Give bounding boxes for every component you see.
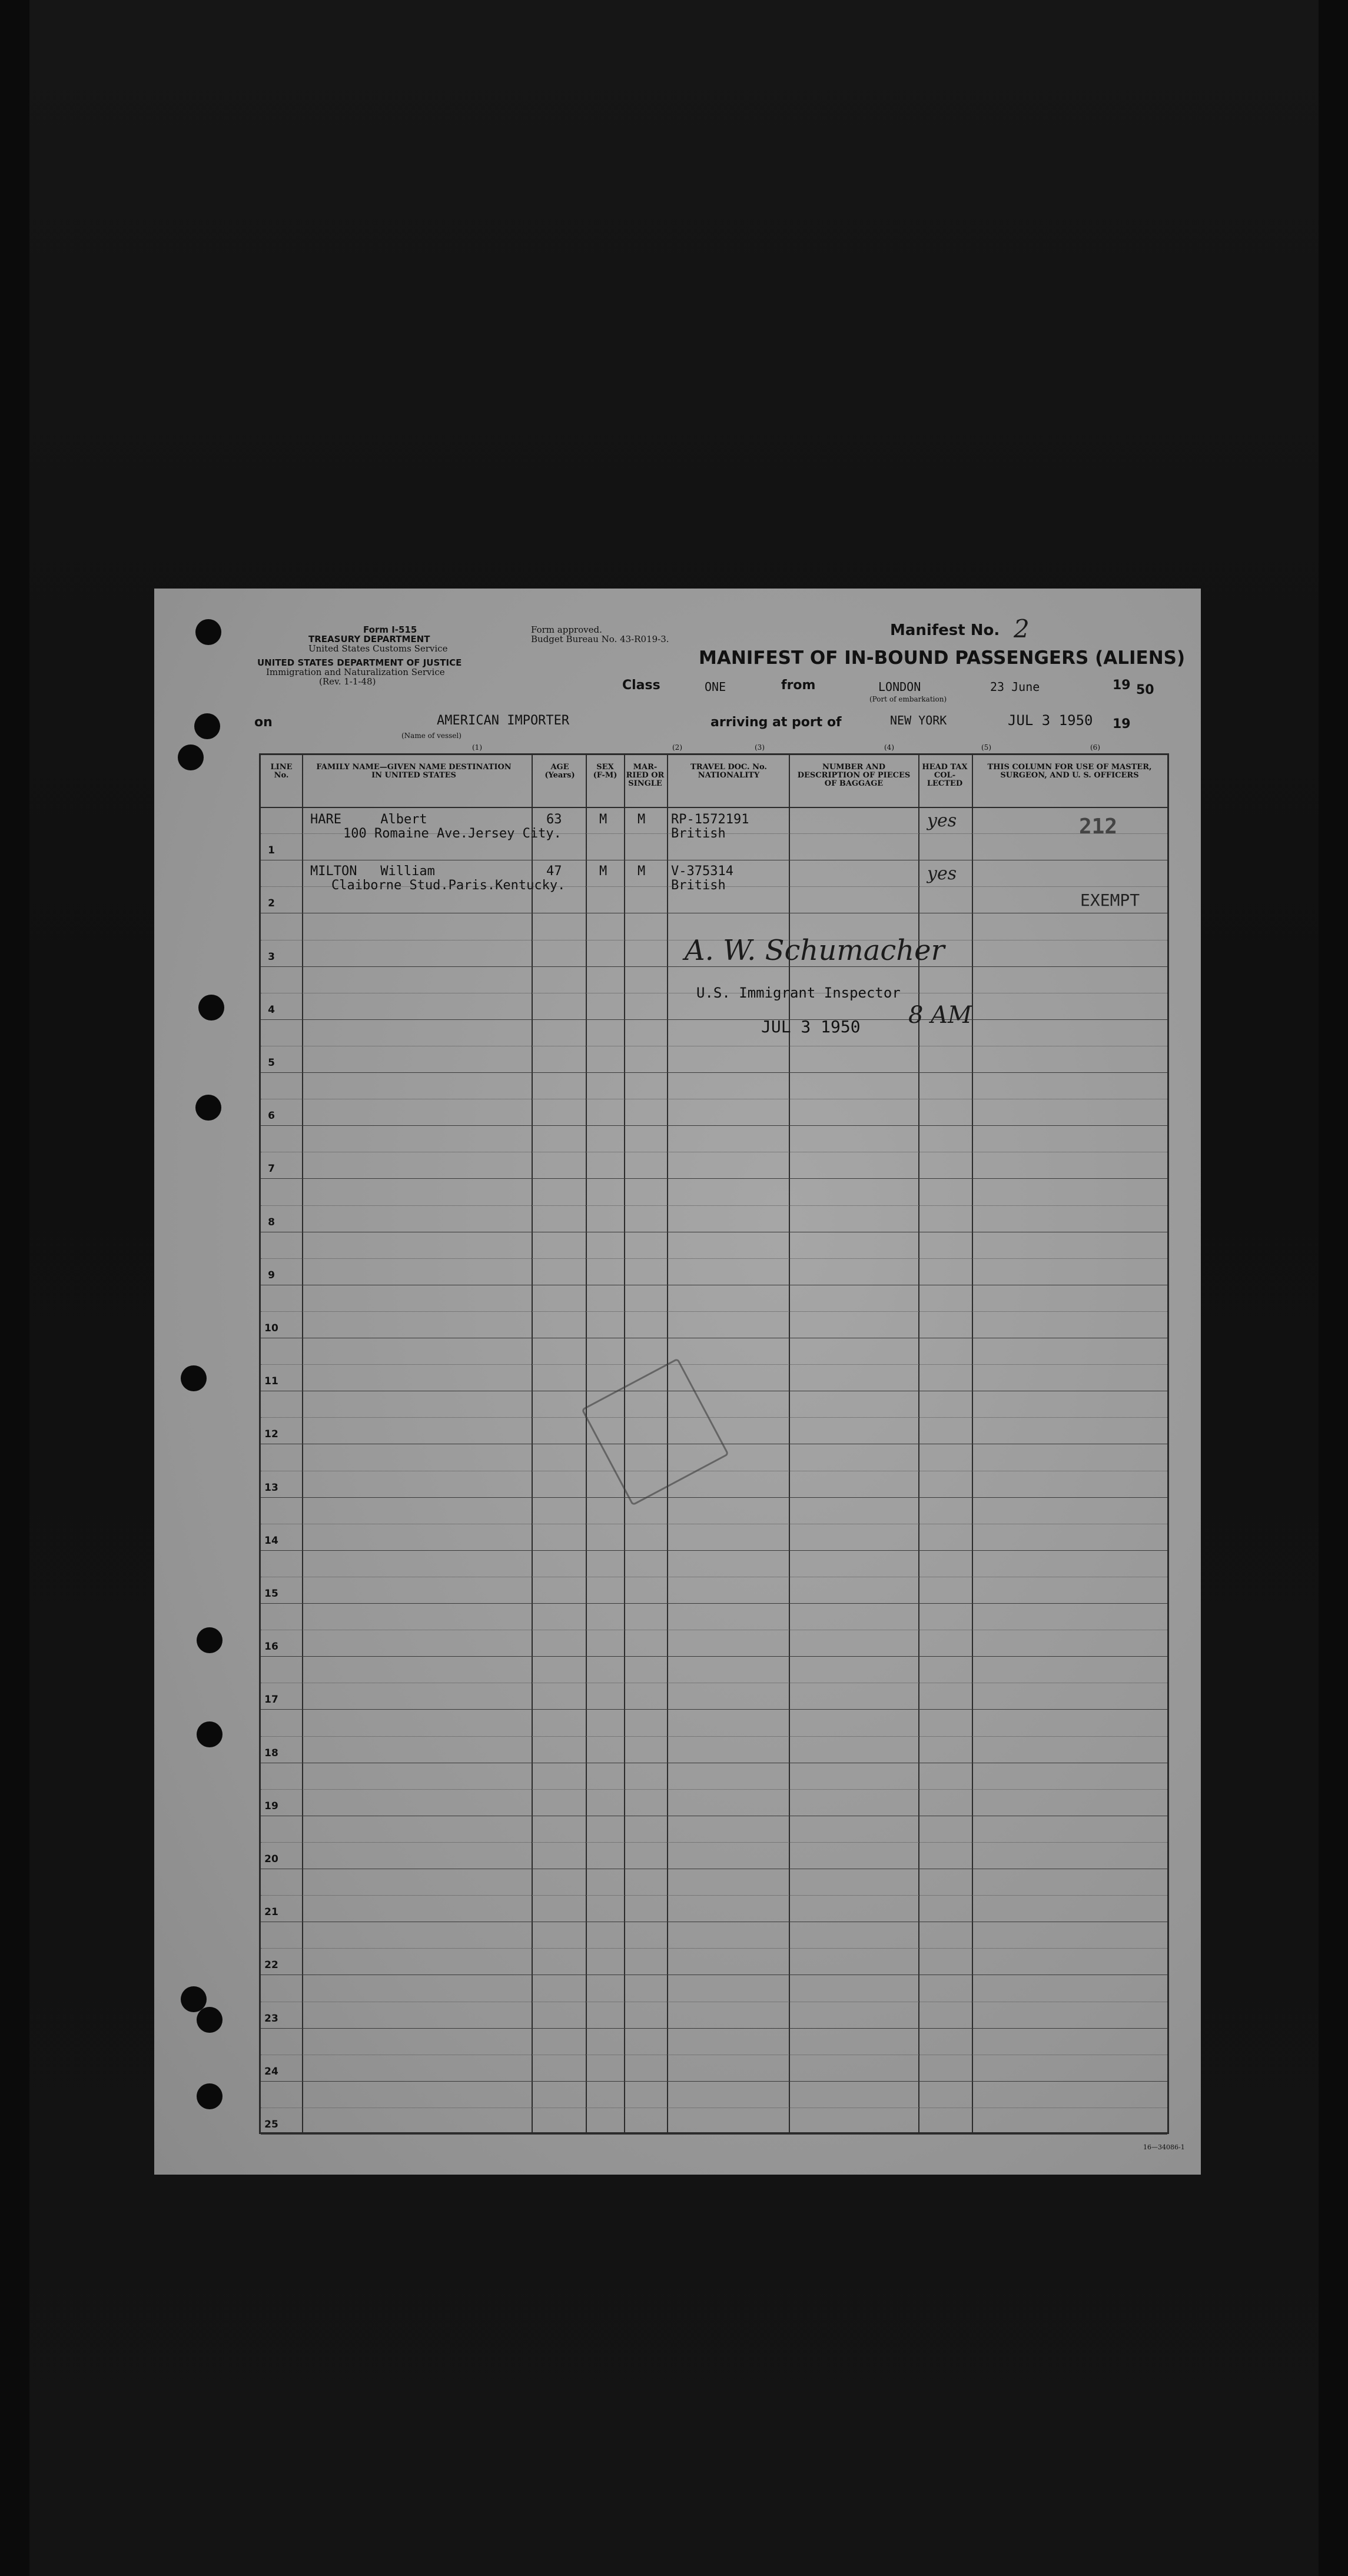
header-divider — [261, 807, 1167, 808]
row-rule — [261, 1656, 1167, 1657]
arriving-label: arriving at port of — [710, 715, 842, 730]
treasury-dept: TREASURY DEPARTMENT — [308, 634, 430, 644]
line-number: 2 — [268, 898, 275, 910]
justice-dept: UNITED STATES DEPARTMENT OF JUSTICE — [257, 657, 462, 668]
column-number: (3) — [755, 743, 765, 752]
manifest-page — [154, 589, 1201, 2175]
inspector-signature: A. W. Schumacher — [685, 934, 945, 967]
row-rule — [261, 1125, 1167, 1126]
punch-hole — [194, 713, 220, 739]
passenger-destination: Claiborne Stud.Paris.Kentucky. — [331, 878, 566, 893]
row-rule — [261, 1497, 1167, 1498]
line-number: 21 — [264, 1906, 278, 1919]
row-rule — [261, 1019, 1167, 1020]
line-number: 8 — [268, 1216, 275, 1228]
punch-hole — [197, 2083, 223, 2109]
year-value: 50 — [1136, 683, 1154, 697]
punch-hole — [181, 1365, 207, 1391]
row-subrule — [261, 1895, 1167, 1896]
line-number: 9 — [268, 1269, 275, 1281]
inspection-time: 8 AM — [908, 1002, 972, 1029]
punch-hole — [197, 1721, 223, 1747]
col-travel: TRAVEL DOC. No. NATIONALITY — [690, 763, 767, 780]
manifest-label: Manifest No. — [890, 621, 1000, 639]
line-number: 11 — [264, 1375, 278, 1388]
line-number: 14 — [264, 1534, 278, 1547]
row-subrule — [261, 1311, 1167, 1312]
punch-hole — [198, 995, 224, 1021]
row-rule — [261, 1072, 1167, 1073]
inspector-title: U.S. Immigrant Inspector — [696, 985, 901, 1001]
passenger-destination: 100 Romaine Ave.Jersey City. — [343, 826, 562, 841]
form-approved: Form approved. — [531, 624, 602, 635]
row-subrule — [261, 1789, 1167, 1790]
row-subrule — [261, 1258, 1167, 1259]
row-rule — [261, 1178, 1167, 1179]
travel-doc: RP-1572191 — [671, 812, 749, 827]
line-number: 16 — [264, 1641, 278, 1653]
travel-doc: V-375314 — [671, 864, 733, 879]
budget-bureau: Budget Bureau No. 43-R019-3. — [531, 634, 669, 644]
passenger-married: M — [638, 864, 646, 879]
row-subrule — [261, 1948, 1167, 1949]
line-number: 15 — [264, 1588, 278, 1600]
col-line: LINE No. — [270, 763, 293, 780]
class-value: ONE — [705, 680, 726, 694]
row-subrule — [261, 1417, 1167, 1418]
manifest-title: MANIFEST OF IN-BOUND PASSENGERS (ALIENS) — [699, 647, 1186, 669]
col-headtax: HEAD TAX COL-LECTED — [922, 763, 968, 788]
passenger-name: HARE Albert — [310, 812, 427, 827]
line-number: 4 — [268, 1003, 275, 1016]
officer-note: EXEMPT — [1080, 890, 1140, 910]
column-number: (1) — [472, 743, 482, 752]
col-age: AGE (Years) — [544, 763, 575, 780]
row-subrule — [261, 1364, 1167, 1365]
line-number: 19 — [264, 1800, 278, 1812]
line-number: 13 — [264, 1481, 278, 1494]
passenger-name: MILTON William — [310, 864, 435, 879]
line-number: 20 — [264, 1853, 278, 1865]
line-number: 7 — [268, 1163, 275, 1175]
customs-service: United States Customs Service — [308, 643, 448, 654]
passenger-married: M — [638, 812, 646, 827]
officer-note: 212 — [1079, 815, 1118, 839]
line-number: 25 — [264, 2119, 278, 2130]
passenger-age: 47 — [546, 864, 562, 879]
from-value: LONDON — [878, 680, 921, 694]
line-number: 23 — [264, 2012, 278, 2025]
column-number: (6) — [1090, 743, 1100, 752]
col-name: FAMILY NAME—GIVEN NAME DESTINATION IN UNITED STATES — [316, 763, 512, 780]
nationality: British — [671, 826, 726, 841]
vessel-label: (Name of vessel) — [401, 732, 461, 740]
punch-hole — [195, 1095, 221, 1121]
col-officers: THIS COLUMN FOR USE OF MASTER, SURGEON, AND U. S. OFFICERS — [987, 763, 1152, 780]
row-rule — [261, 1709, 1167, 1710]
row-rule — [261, 2134, 1167, 2135]
row-rule — [261, 1603, 1167, 1604]
passenger-sex: M — [599, 864, 607, 879]
line-number: 24 — [264, 2065, 278, 2078]
line-number: 1 — [268, 845, 275, 857]
port-embarkation-label: (Port of embarkation) — [869, 695, 947, 703]
punch-hole — [195, 619, 221, 645]
line-number: 5 — [268, 1057, 275, 1069]
col-sex: SEX (F-M) — [593, 763, 617, 780]
line-number: 10 — [264, 1322, 278, 1334]
passenger-age: 63 — [546, 812, 562, 827]
head-tax: yes — [927, 810, 957, 831]
from-label: from — [781, 678, 816, 693]
class-label: Class — [622, 678, 660, 693]
line-number: 22 — [264, 1959, 278, 1972]
year-prefix: 19 — [1113, 678, 1131, 693]
line-number: 3 — [268, 950, 275, 963]
row-rule — [261, 2028, 1167, 2029]
head-tax: yes — [927, 863, 957, 884]
passenger-sex: M — [599, 812, 607, 827]
arrival-year-suffix: 19 — [1113, 717, 1131, 732]
column-number: (5) — [981, 743, 991, 752]
departure-date: 23 June — [990, 680, 1040, 694]
arrival-stamp-date: JUL 3 1950 — [1008, 712, 1093, 729]
column-number: (4) — [884, 743, 894, 752]
form-number: Form I-515 — [363, 624, 417, 635]
punch-hole — [197, 2007, 223, 2033]
nationality: British — [671, 878, 726, 893]
manifest-number: 2 — [1014, 614, 1030, 643]
col-baggage: NUMBER AND DESCRIPTION OF PIECES OF BAGGAGE — [797, 763, 911, 788]
line-number: 12 — [264, 1428, 278, 1441]
column-number: (2) — [672, 743, 682, 752]
row-rule — [261, 2081, 1167, 2082]
punch-hole — [197, 1627, 223, 1653]
on-label: on — [254, 715, 273, 730]
revision: (Rev. 1-1-48) — [319, 676, 376, 687]
vessel-name: AMERICAN IMPORTER — [437, 713, 570, 728]
row-rule — [261, 1550, 1167, 1551]
line-number: 6 — [268, 1110, 275, 1122]
inspection-date: JUL 3 1950 — [761, 1017, 861, 1036]
ins-service: Immigration and Naturalization Service — [266, 667, 445, 677]
row-subrule — [261, 1205, 1167, 1206]
line-number: 18 — [264, 1747, 278, 1759]
bottom-code: 16—34086-1 — [1143, 2143, 1185, 2151]
punch-hole — [178, 744, 204, 770]
row-subrule — [261, 1736, 1167, 1737]
row-subrule — [261, 1842, 1167, 1843]
col-married: MAR-RIED OR SINGLE — [626, 763, 665, 788]
arrival-port: NEW YORK — [890, 713, 947, 727]
line-number: 17 — [264, 1694, 278, 1706]
